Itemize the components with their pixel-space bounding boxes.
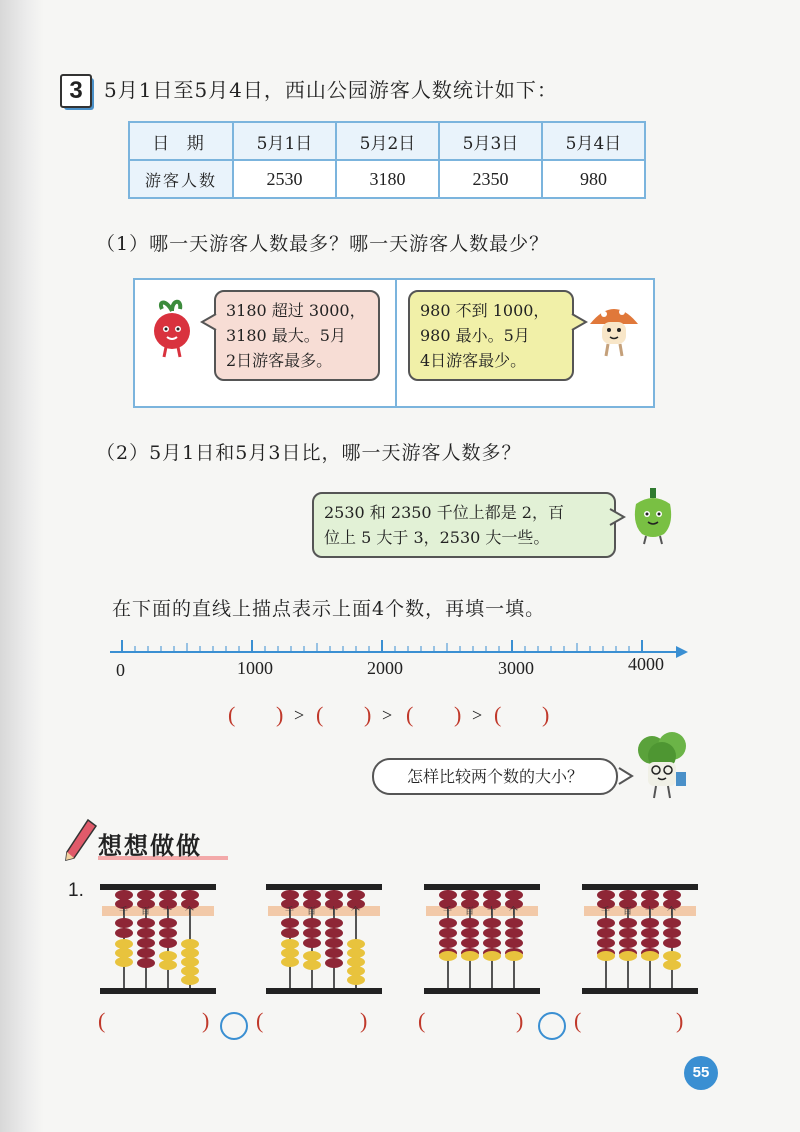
abacus-rod-label: 百 — [465, 907, 475, 917]
abacus-bead[interactable] — [641, 928, 659, 938]
abacus-bead[interactable] — [137, 890, 155, 900]
abacus-frame-bar — [266, 988, 382, 994]
pepper-character-icon — [630, 488, 676, 546]
arrow-right-icon — [676, 646, 688, 658]
speech-bubble-max — [214, 290, 380, 381]
abacus-bead[interactable] — [663, 890, 681, 900]
abacus — [582, 884, 698, 994]
abacus-bead[interactable] — [483, 928, 501, 938]
answer-blank[interactable] — [110, 1010, 200, 1036]
compare-circle[interactable] — [538, 1012, 566, 1040]
page-number: 55 — [684, 1056, 718, 1090]
abacus-bead[interactable] — [619, 938, 637, 948]
abacus-bead[interactable] — [303, 938, 321, 948]
table-cell: 2530 — [233, 160, 336, 198]
table-cell: 3180 — [336, 160, 439, 198]
abacus-bead[interactable] — [181, 957, 199, 967]
abacus-bead[interactable] — [115, 890, 133, 900]
abacus-bead[interactable] — [439, 928, 457, 938]
comparison-row — [228, 702, 558, 732]
abacus-bead[interactable] — [505, 928, 523, 938]
abacus-bead[interactable] — [641, 951, 659, 961]
abacus-bead[interactable] — [281, 957, 299, 967]
answer-blank[interactable] — [586, 1010, 676, 1036]
abacus-bead[interactable] — [461, 928, 479, 938]
dialogue-divider — [395, 278, 397, 406]
abacus-bead[interactable] — [347, 966, 365, 976]
abacus-rod-label: 十 — [163, 907, 173, 917]
blank-open-paren: ( — [418, 1008, 426, 1033]
bubble-line: 980 不到 1000， — [420, 301, 550, 320]
abacus-bead[interactable] — [663, 960, 681, 970]
blank-open-paren: ( — [574, 1008, 582, 1033]
abacus-bead[interactable] — [461, 890, 479, 900]
abacus-bead[interactable] — [115, 948, 133, 958]
abacus-bead[interactable] — [159, 938, 177, 948]
abacus-rod-label: 千 — [601, 907, 611, 917]
instruction-text: 在下面的直线上描点表示上面4个数，再填一填。 — [112, 598, 546, 620]
mushroom-character-icon — [586, 300, 642, 360]
abacus-bead[interactable] — [597, 938, 615, 948]
bubble-tail — [200, 312, 218, 332]
abacus-bead[interactable] — [181, 975, 199, 985]
blank-open-paren: ( — [256, 1008, 264, 1033]
blank-close-paren: ) — [542, 702, 550, 727]
abacus-bead[interactable] — [281, 890, 299, 900]
abacus-rod-label: 个 — [185, 907, 195, 917]
abacus — [266, 884, 382, 994]
abacus-frame-bar — [100, 884, 216, 890]
abacus-bead[interactable] — [439, 918, 457, 928]
abacus-bead[interactable] — [181, 966, 199, 976]
abacus-rod-label: 个 — [351, 907, 361, 917]
section-title: 想想做做 — [98, 832, 202, 860]
abacus-bead[interactable] — [597, 951, 615, 961]
table-cell: 5月3日 — [439, 122, 542, 160]
table-cell: 980 — [542, 160, 645, 198]
abacus-bead[interactable] — [281, 939, 299, 949]
abacus-bead[interactable] — [641, 918, 659, 928]
problem-stem: 5月1日至5月4日，西山公园游客人数统计如下： — [104, 78, 558, 102]
abacus — [424, 884, 540, 994]
blank-open-paren: ( — [98, 1008, 106, 1033]
answer-blank[interactable] — [268, 1010, 358, 1036]
number-line-ticks — [122, 640, 642, 652]
dialogue-frame — [133, 278, 655, 408]
abacus-bead[interactable] — [663, 951, 681, 961]
greater-than-sign: > — [294, 705, 305, 725]
answer-blank[interactable] — [430, 1010, 520, 1036]
pencil-icon — [64, 818, 98, 862]
abacus-bead[interactable] — [347, 957, 365, 967]
bubble-line: 3180 最大。5月 — [226, 326, 346, 345]
abacus-bead[interactable] — [597, 918, 615, 928]
abacus-bead[interactable] — [325, 890, 343, 900]
abacus-rod-label: 千 — [443, 907, 453, 917]
greater-than-sign: > — [382, 705, 393, 725]
abacus-bead[interactable] — [347, 890, 365, 900]
visitor-table — [128, 121, 646, 199]
speech-bubble-question: 怎样比较两个数的大小？ — [372, 758, 618, 795]
abacus-frame-bar — [266, 884, 382, 890]
abacus-bead[interactable] — [159, 960, 177, 970]
abacus-bead[interactable] — [619, 928, 637, 938]
table-cell: 5月2日 — [336, 122, 439, 160]
blank-open-paren: ( — [406, 702, 414, 727]
abacus-frame-bar — [582, 884, 698, 890]
blank-close-paren: ) — [454, 702, 462, 727]
abacus-bead[interactable] — [325, 918, 343, 928]
abacus-rod-label: 十 — [487, 907, 497, 917]
abacus-bead[interactable] — [325, 928, 343, 938]
abacus-bead[interactable] — [137, 918, 155, 928]
abacus-bead[interactable] — [137, 928, 155, 938]
abacus-bead[interactable] — [325, 938, 343, 948]
bubble-line: 4日游客最少。 — [420, 351, 527, 370]
book-spine — [0, 0, 44, 1132]
table-row — [129, 160, 645, 198]
abacus-bead[interactable] — [159, 890, 177, 900]
abacus-bead[interactable] — [461, 951, 479, 961]
abacus-bead[interactable] — [663, 928, 681, 938]
abacus-bead[interactable] — [619, 951, 637, 961]
abacus-bead[interactable] — [505, 951, 523, 961]
abacus-rod-label: 百 — [307, 907, 317, 917]
abacus-bead[interactable] — [505, 890, 523, 900]
abacus-bead[interactable] — [325, 948, 343, 958]
blank-open-paren: ( — [316, 702, 324, 727]
abacus-bead[interactable] — [663, 938, 681, 948]
abacus-bead[interactable] — [663, 918, 681, 928]
abacus-rod-label: 十 — [645, 907, 655, 917]
abacus-rod-label: 百 — [141, 907, 151, 917]
table-cell: 日 期 — [129, 122, 233, 160]
abacus-bead[interactable] — [483, 938, 501, 948]
abacus-bead[interactable] — [115, 928, 133, 938]
abacus-bead[interactable] — [159, 928, 177, 938]
abacus-bead[interactable] — [461, 938, 479, 948]
abacus-rod-label: 百 — [623, 907, 633, 917]
abacus-bead[interactable] — [641, 890, 659, 900]
abacus-rod-label: 千 — [285, 907, 295, 917]
abacus-bead[interactable] — [115, 918, 133, 928]
abacus-answer-row — [96, 1008, 696, 1042]
table-cell: 5月4日 — [542, 122, 645, 160]
abacus-bead[interactable] — [619, 890, 637, 900]
abacus-bead[interactable] — [439, 938, 457, 948]
abacus-bead[interactable] — [597, 890, 615, 900]
abacus-bead[interactable] — [181, 948, 199, 958]
abacus-bead[interactable] — [483, 951, 501, 961]
abacus — [100, 884, 216, 994]
bubble-line: 3180 超过 3000， — [226, 301, 366, 320]
tick-label: 2000 — [367, 658, 403, 678]
tick-label: 0 — [116, 660, 125, 680]
bubble-line: 2日游客最多。 — [226, 351, 333, 370]
abacus-bead[interactable] — [303, 960, 321, 970]
bubble-line: 位上 5 大于 3，2530 大一些。 — [324, 528, 550, 547]
abacus-bead[interactable] — [303, 951, 321, 961]
greater-than-sign: > — [472, 705, 483, 725]
table-cell: 2350 — [439, 160, 542, 198]
abacus-bead[interactable] — [347, 948, 365, 958]
tick-label: 1000 — [237, 658, 273, 678]
blank-close-paren: ) — [364, 702, 372, 727]
abacus-rod-label: 千 — [119, 907, 129, 917]
blank-open-paren: ( — [228, 702, 236, 727]
abacus-bead[interactable] — [137, 938, 155, 948]
table-cell: 游客人数 — [129, 160, 233, 198]
abacus-bead[interactable] — [619, 918, 637, 928]
abacus-bead[interactable] — [137, 958, 155, 968]
table-header-row — [129, 122, 645, 160]
abacus-frame-bar — [424, 884, 540, 890]
abacus-bead[interactable] — [347, 939, 365, 949]
bubble-line: 2530 和 2350 千位上都是 2，百 — [324, 503, 564, 522]
abacus-bead[interactable] — [325, 958, 343, 968]
abacus-bead[interactable] — [461, 918, 479, 928]
abacus-bead[interactable] — [347, 975, 365, 985]
abacus-bead[interactable] — [303, 918, 321, 928]
abacus-frame-bar — [582, 988, 698, 994]
blank-close-paren: ) — [202, 1008, 210, 1033]
abacus-bead[interactable] — [281, 918, 299, 928]
tick-label: 3000 — [498, 658, 534, 678]
abacus-bead[interactable] — [303, 928, 321, 938]
abacus-bead[interactable] — [137, 948, 155, 958]
question-1: （1）哪一天游客人数最多？哪一天游客人数最少？ — [96, 233, 550, 255]
radish-character-icon — [148, 297, 196, 359]
speech-bubble-min — [408, 290, 574, 381]
tick-label: 4000 — [628, 654, 664, 674]
abacus-bead[interactable] — [483, 918, 501, 928]
abacus-bead[interactable] — [281, 928, 299, 938]
abacus-bead[interactable] — [159, 918, 177, 928]
exercise-number: 1. — [68, 880, 84, 901]
abacus-row — [100, 880, 700, 998]
abacus-group — [100, 884, 698, 994]
blank-close-paren: ) — [276, 702, 284, 727]
bubble-tail — [608, 507, 626, 527]
abacus-frame-bar — [100, 988, 216, 994]
abacus-bead[interactable] — [439, 951, 457, 961]
abacus-bead[interactable] — [159, 951, 177, 961]
abacus-bead[interactable] — [439, 890, 457, 900]
abacus-frame-bar — [424, 988, 540, 994]
abacus-bead[interactable] — [115, 957, 133, 967]
abacus-bead[interactable] — [181, 890, 199, 900]
cabbage-character-icon — [632, 732, 694, 800]
blank-close-paren: ) — [516, 1008, 524, 1033]
blank-close-paren: ) — [676, 1008, 684, 1033]
question-2: （2）5月1日和5月3日比，哪一天游客人数多？ — [96, 442, 522, 464]
abacus-bead[interactable] — [597, 928, 615, 938]
bubble-line: 980 最小。5月 — [420, 326, 530, 345]
blank-open-paren: ( — [494, 702, 502, 727]
abacus-bead[interactable] — [641, 938, 659, 948]
abacus-rod-label: 个 — [667, 907, 677, 917]
speech-bubble-compare — [312, 492, 616, 558]
compare-circle[interactable] — [220, 1012, 248, 1040]
abacus-bead[interactable] — [281, 948, 299, 958]
table-cell: 5月1日 — [233, 122, 336, 160]
abacus-bead[interactable] — [505, 938, 523, 948]
blank-close-paren: ) — [360, 1008, 368, 1033]
abacus-rod-label: 十 — [329, 907, 339, 917]
number-line[interactable] — [110, 632, 690, 660]
abacus-bead[interactable] — [181, 939, 199, 949]
problem-number: 3 — [60, 74, 92, 108]
abacus-bead[interactable] — [483, 890, 501, 900]
abacus-rod-label: 个 — [509, 907, 519, 917]
abacus-bead[interactable] — [303, 890, 321, 900]
abacus-bead[interactable] — [505, 918, 523, 928]
abacus-bead[interactable] — [115, 939, 133, 949]
